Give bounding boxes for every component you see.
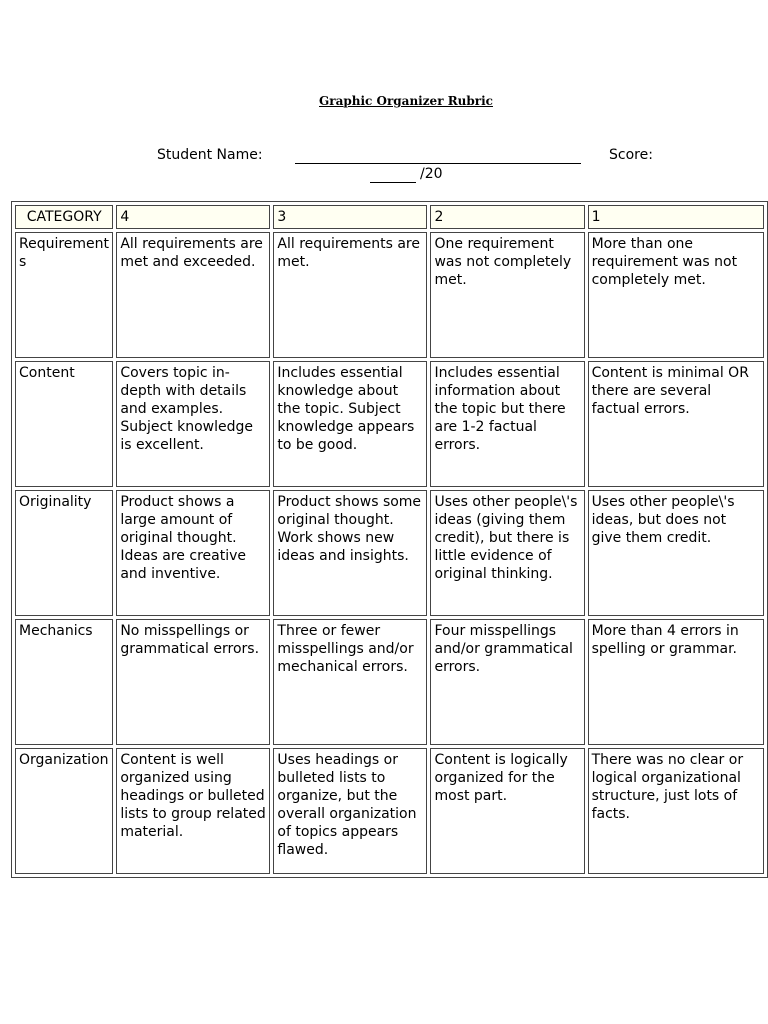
category-cell: Mechanics	[15, 619, 113, 745]
header-cell-3: 3	[273, 205, 427, 229]
header-cell-category: CATEGORY	[15, 205, 113, 229]
score-total: /20	[420, 166, 443, 182]
score-label: Score:	[609, 147, 653, 163]
criteria-cell: Covers topic in-depth with details and examples. Subject knowledge is excellent.	[116, 361, 270, 487]
criteria-cell: Three or fewer misspellings and/or mechanical errors.	[273, 619, 427, 745]
category-cell: Organization	[15, 748, 113, 874]
table-row	[15, 619, 764, 745]
score-blank-line	[370, 182, 416, 183]
header-cell-2: 2	[430, 205, 584, 229]
criteria-cell: All requirements are met and exceeded.	[116, 232, 270, 358]
criteria-cell: Uses other people\'s ideas (giving them credit), but there is little evidence of original thinking.	[430, 490, 584, 616]
category-cell: Content	[15, 361, 113, 487]
header-cell-1: 1	[588, 205, 764, 229]
table-row	[15, 490, 764, 616]
rubric-table	[11, 201, 768, 878]
criteria-cell: More than one requirement was not completely met.	[588, 232, 764, 358]
student-name-blank-line	[295, 163, 581, 164]
criteria-cell: Content is minimal OR there are several factual errors.	[588, 361, 764, 487]
category-cell: Originality	[15, 490, 113, 616]
criteria-cell: One requirement was not completely met.	[430, 232, 584, 358]
criteria-cell: Content is well organized using headings or bulleted lists to group related material.	[116, 748, 270, 874]
criteria-cell: Product shows some original thought. Work shows new ideas and insights.	[273, 490, 427, 616]
criteria-cell: Includes essential knowledge about the topic. Subject knowledge appears to be good.	[273, 361, 427, 487]
criteria-cell: Product shows a large amount of original thought. Ideas are creative and inventive.	[116, 490, 270, 616]
criteria-cell: Uses headings or bulleted lists to organize, but the overall organization of topics appears flawed.	[273, 748, 427, 874]
criteria-cell: No misspellings or grammatical errors.	[116, 619, 270, 745]
document-title: Graphic Organizer Rubric	[319, 94, 493, 108]
table-row	[15, 748, 764, 874]
criteria-cell: Four misspellings and/or grammatical errors.	[430, 619, 584, 745]
criteria-cell: There was no clear or logical organizational structure, just lots of facts.	[588, 748, 764, 874]
criteria-cell: More than 4 errors in spelling or grammar.	[588, 619, 764, 745]
criteria-cell: Includes essential information about the topic but there are 1-2 factual errors.	[430, 361, 584, 487]
criteria-cell: Uses other people\'s ideas, but does not give them credit.	[588, 490, 764, 616]
header-cell-4: 4	[116, 205, 270, 229]
student-name-label: Student Name:	[157, 147, 263, 163]
criteria-cell: Content is logically organized for the most part.	[430, 748, 584, 874]
table-row	[15, 361, 764, 487]
table-header-row	[15, 205, 764, 229]
table-row	[15, 232, 764, 358]
criteria-cell: All requirements are met.	[273, 232, 427, 358]
category-cell: Requirements	[15, 232, 113, 358]
